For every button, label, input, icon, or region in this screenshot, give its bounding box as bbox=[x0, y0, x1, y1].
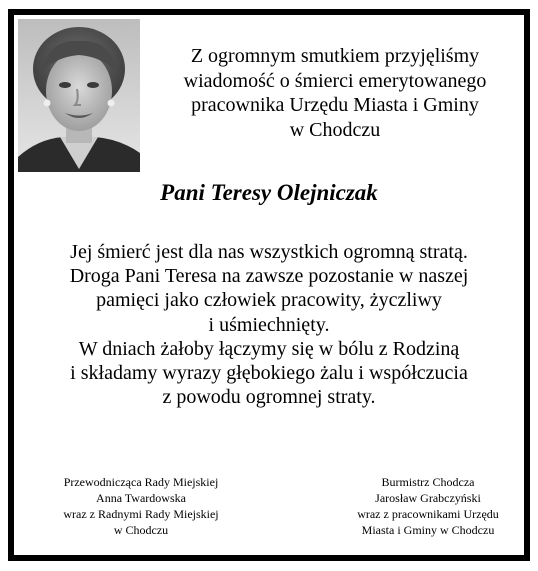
signature-council bbox=[26, 474, 256, 538]
message-line: i uśmiechnięty. bbox=[208, 313, 330, 336]
signature-line: Jarosław Grabczyński bbox=[375, 491, 481, 505]
intro-line: wiadomość o śmierci emerytowanego bbox=[183, 69, 487, 92]
signature-line: Anna Twardowska bbox=[96, 491, 186, 505]
signature-line: wraz z pracownikami Urzędu bbox=[357, 507, 499, 521]
deceased-name: Pani Teresy Olejniczak bbox=[160, 180, 378, 205]
portrait-photo bbox=[18, 19, 140, 172]
message-line: z powodu ogromnej straty. bbox=[162, 386, 376, 409]
signature-mayor bbox=[313, 474, 538, 538]
condolence-message bbox=[0, 240, 538, 409]
message-line: pamięci jako człowiek pracowity, życzliwy bbox=[96, 289, 442, 312]
message-line: Droga Pani Teresa na zawsze pozostanie w naszej bbox=[69, 265, 469, 288]
signature-line: Przewodnicząca Rady Miejskiej bbox=[63, 475, 219, 489]
message-line: Jej śmierć jest dla nas wszystkich ogromną stratą. bbox=[70, 241, 468, 263]
intro-line: w Chodczu bbox=[289, 118, 381, 141]
signature-line: w Chodczu bbox=[113, 523, 169, 537]
signature-line: wraz z Radnymi Rady Miejskiej bbox=[63, 507, 219, 521]
signature-line: Burmistrz Chodcza bbox=[381, 475, 475, 489]
message-line: i składamy wyrazy głębokiego żalu i współczucia bbox=[70, 362, 468, 385]
intro-text bbox=[150, 44, 520, 142]
intro-line: Z ogromnym smutkiem przyjęliśmy bbox=[190, 45, 480, 67]
signature-line: Miasta i Gminy w Chodczu bbox=[361, 523, 495, 537]
message-line: W dniach żałoby łączymy się w bólu z Rodziną bbox=[78, 337, 460, 360]
intro-line: pracownika Urzędu Miasta i Gminy bbox=[191, 94, 479, 116]
